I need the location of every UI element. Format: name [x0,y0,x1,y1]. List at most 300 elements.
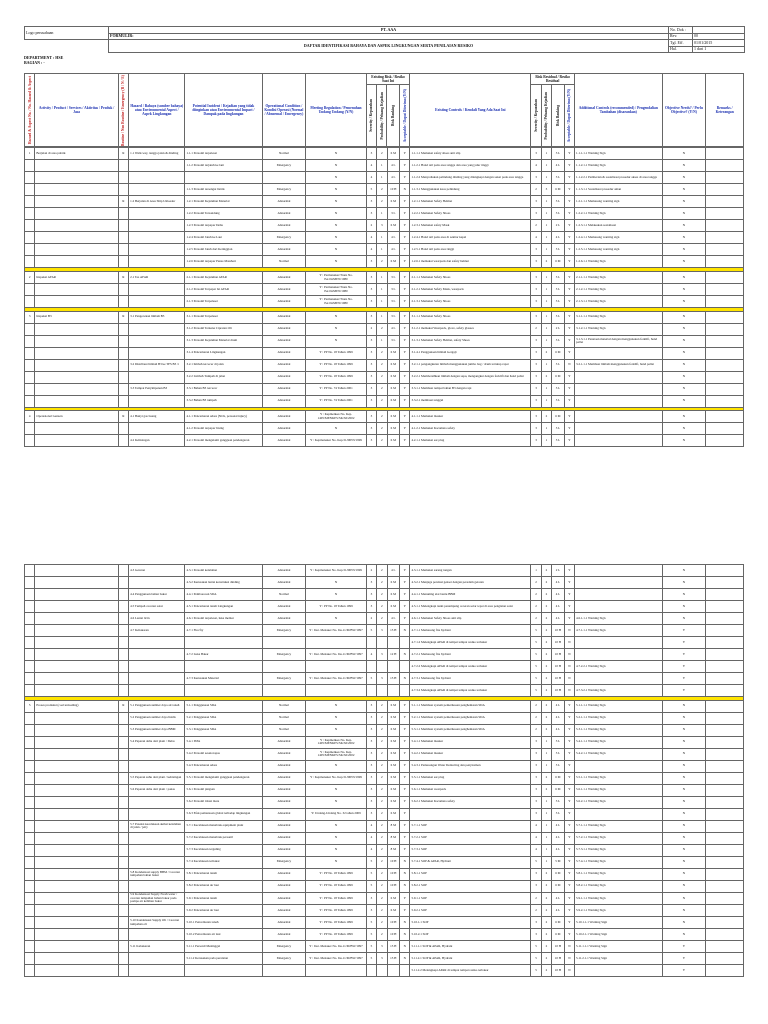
cell-acceptable: N [400,184,410,196]
cell-incident: 5.6.1 Personil pingsan [185,784,262,796]
cell-risk-ranking: 3 L [387,335,400,347]
cell-acceptable: Y [400,748,410,760]
cell-existing-control: 1.1.2.1 Hand rail pada area tangga dan area yang jalur tinggi [410,160,531,172]
cell-additional-control: 4.6.1.1.1 Warning Sign [575,613,663,625]
cell-severity: 5 [366,673,376,685]
cell-probability-residual: 2 [541,577,551,589]
cell-existing-control: 5.11.2.2 Melengkapi APAR di tempat tempat resiko terbakar [410,965,531,977]
cell-severity: 5 [366,917,376,929]
cell-risk-ranking-residual: 4 L [552,589,565,601]
cell-operational: Abnormal [262,311,306,323]
cell-probability: 1 [377,311,387,323]
cell-probability-residual: 2 [541,953,551,965]
cell-hazard: 4.7 Kebakaran [129,625,185,637]
cell-routine [118,748,128,760]
cell-acceptable-residual: Y [564,613,574,625]
cell-risk-ranking: 6 M [387,359,400,371]
cell-acceptable-residual: Y [564,760,574,772]
cell-remarks [706,724,744,736]
cell-severity: 3 [366,808,376,820]
cell-operational [262,172,306,184]
col-risk-ranking-residual-label: Risk Ranking [555,104,560,127]
cell-remarks [706,577,744,589]
cell-risk-ranking-residual: 3 L [552,284,565,296]
company-name: PT. AAA [109,27,669,34]
cell-operational: Abnormal [262,832,306,844]
cell-no [25,637,35,649]
cell-additional-control [575,589,663,601]
cell-acceptable: Y [400,844,410,856]
cell-acceptable [400,965,410,977]
cell-severity-residual: 3 [531,172,541,184]
cell-regulation: Y : Kepmenkes No. Kep. 1405/MENKES/SK/XI/2002 [306,748,366,760]
table-row [25,435,744,447]
cell-regulation: N [306,311,366,323]
cell-activity [35,208,118,220]
cell-objective: N [662,613,706,625]
cell-no: 5 [25,700,35,712]
cell-risk-ranking: 6 M [387,411,400,423]
cell-activity [35,820,118,832]
meta-label: Rev. [669,33,693,40]
cell-severity-residual: 3 [531,371,541,383]
cell-additional-control: 3.2.1.1.1 Membuat limbah menggunakan forklift, hand pallet [575,359,663,371]
cell-additional-control: 5.8.1.1.1 Warning Sign [575,868,663,880]
cell-probability-residual: 1 [541,820,551,832]
cell-risk-ranking-residual: 3 L [552,383,565,395]
cell-incident: 4.7.3 Kerusakan Material [185,673,262,685]
cell-regulation: N [306,232,366,244]
cell-risk-ranking: 6 M [387,371,400,383]
cell-acceptable: Y [400,423,410,435]
cell-no [25,724,35,736]
cell-hazard [129,220,185,232]
cell-regulation: N [306,196,366,208]
table-row [25,601,744,613]
cell-acceptable: Y [400,284,410,296]
cell-hazard [129,661,185,673]
cell-existing-control: 5.4.3.1 Pemasangan Water Deducting dan penyiraman [410,760,531,772]
cell-existing-control: 4.3.1.1 Memakai sarung tangan [410,565,531,577]
cell-risk-ranking: 8 M [387,832,400,844]
cell-no [25,712,35,724]
cell-risk-ranking-residual: 10 H [552,625,565,637]
cell-activity [35,856,118,868]
cell-incident: 3.2.1 limbah tercecer di jalan [185,359,262,371]
cell-regulation [306,661,366,673]
cell-routine [118,784,128,796]
cell-probability-residual: 1 [541,244,551,256]
cell-risk-ranking: 6 M [387,892,400,905]
cell-remarks [706,685,744,697]
cell-hazard: 4.2 Kebisingan [129,435,185,447]
cell-probability: 3 [377,649,387,661]
cell-probability: 2 [377,700,387,712]
cell-severity-residual: 3 [531,296,541,308]
cell-risk-ranking-residual: 10 H [552,637,565,649]
cell-activity [35,565,118,577]
cell-objective: N [662,868,706,880]
cell-probability-residual: 1 [541,220,551,232]
cell-risk-ranking: 6 M [387,724,400,736]
cell-regulation: N [306,160,366,172]
cell-severity-residual: 4 [531,160,541,172]
cell-existing-control: 4.7.1.2 Melengkapi APAR di tempat tempat resiko terbakar [410,637,531,649]
cell-existing-control: 5.10.1.1 SOP [410,917,531,929]
cell-objective: N [662,220,706,232]
cell-no [25,601,35,613]
cell-existing-control: 5.11.1.1 SOP & APAR, Hydrant [410,941,531,953]
cell-acceptable-residual: Y [564,844,574,856]
cell-severity-residual: 5 [531,673,541,685]
cell-regulation: Y : PP No. 74 Tahun 2001 [306,383,366,395]
cell-routine [118,371,128,383]
cell-probability-residual: 1 [541,335,551,347]
cell-probability: 2 [377,724,387,736]
cell-activity [35,284,118,296]
cell-remarks [706,784,744,796]
cell-acceptable: N [400,880,410,892]
cell-routine [118,844,128,856]
cell-probability: 3 [377,625,387,637]
cell-no [25,383,35,395]
cell-probability: 1 [377,160,387,172]
cell-hazard [129,844,185,856]
cell-probability-residual: 2 [541,589,551,601]
cell-regulation [306,685,366,697]
cell-activity [35,625,118,637]
cell-objective: N [662,359,706,371]
cell-severity-residual: 2 [531,601,541,613]
cell-incident: 5.7.1 Kecelakaan menabrak equipment plant [185,820,262,832]
col-probability-label: Probability / Peluang Kejadian [379,91,384,140]
cell-acceptable: Y [400,832,410,844]
cell-regulation: N [306,760,366,772]
cell-activity [35,736,118,748]
cell-operational: Abnormal [262,796,306,808]
cell-no [25,625,35,637]
cell-no [25,395,35,407]
cell-operational: Abnormal [262,220,306,232]
cell-probability-residual: 2 [541,941,551,953]
cell-remarks [706,184,744,196]
cell-operational: Emergency [262,953,306,965]
cell-additional-control: 3.1.3.1.1 Penataan material dengan menggunakan forklift, hand pallet [575,335,663,347]
cell-hazard [129,423,185,435]
cell-objective: N [662,929,706,941]
cell-objective: N [662,760,706,772]
table-row [25,296,744,308]
cell-probability: 2 [377,256,387,268]
cell-remarks [706,625,744,637]
cell-severity: 3 [366,256,376,268]
cell-severity-residual: 3 [531,748,541,760]
cell-operational: Abnormal [262,892,306,905]
cell-probability-residual: 1 [541,359,551,371]
cell-probability-residual: 2 [541,868,551,880]
col-remarks: Remarks / Keterangan [706,74,744,147]
cell-risk-ranking: 6 M [387,196,400,208]
cell-incident: 2.1.3 Personil Terpeleset [185,296,262,308]
cell-severity-residual: 4 [531,232,541,244]
cell-routine [118,625,128,637]
cell-regulation: N [306,423,366,435]
cell-risk-ranking-residual: 3 L [552,423,565,435]
cell-hazard [129,296,185,308]
cell-acceptable-residual: Y [564,772,574,784]
cell-probability: 2 [377,917,387,929]
cell-existing-control: 1.2.2.1 Memakai Safety Shoes [410,208,531,220]
cell-no [25,172,35,184]
cell-risk-ranking: 6 M [387,435,400,447]
cell-risk-ranking: 15 H [387,953,400,965]
cell-acceptable: Y [400,613,410,625]
cell-additional-control: 5.9.1.1.1 Warning Sign [575,892,663,905]
cell-activity [35,760,118,772]
table-row [25,208,744,220]
cell-no [25,965,35,977]
cell-routine [118,724,128,736]
cell-existing-control: 4.3.2.1 Menjaga pondasi genset dengan peredam getaran [410,577,531,589]
meta-label: No. Dok : [669,27,693,34]
cell-severity: 5 [366,625,376,637]
cell-incident: 1.1.1 Personil terpeleset [185,148,262,160]
cell-acceptable-residual: Y [564,160,574,172]
cell-acceptable: Y [400,311,410,323]
cell-additional-control: 1.2.1.1.1 Memasang warning sign [575,196,663,208]
cell-existing-control: 4.7.2.2 Melengkapi APAR di tempat tempat resiko terbakar [410,661,531,673]
cell-acceptable: Y [400,256,410,268]
cell-hazard [129,577,185,589]
cell-existing-control: 2.1.3.1 Memakai Safety Shoes [410,296,531,308]
cell-severity-residual: 3 [531,929,541,941]
cell-probability-residual: 2 [541,892,551,905]
col-risk-ranking-residual [552,84,565,147]
cell-routine [118,577,128,589]
cell-hazard: 5.3 Penggunaan sumber daya BBM [129,724,185,736]
cell-incident: 1.1.2 Personil terjatuh ke lant [185,160,262,172]
cell-no [25,820,35,832]
cell-hazard [129,371,185,383]
cell-incident: 5.11.2 Kerusakan pada peralatan [185,953,262,965]
cell-operational: Abnormal [262,272,306,284]
cell-acceptable-residual: Y [564,232,574,244]
cell-severity-residual: 1 [531,565,541,577]
meta-value: 00 [693,33,745,40]
cell-probability: 2 [377,589,387,601]
cell-hazard [129,796,185,808]
cell-remarks [706,208,744,220]
cell-risk-ranking: 6 M [387,760,400,772]
cell-additional-control [575,395,663,407]
cell-risk-ranking: 6 M [387,748,400,760]
cell-operational: Normal [262,589,306,601]
cell-objective: N [662,784,706,796]
cell-routine: R [118,311,128,323]
cell-operational: Abnormal [262,820,306,832]
cell-objective: N [662,601,706,613]
col-severity-residual-label: Severity / Keparahan [533,99,538,132]
cell-activity [35,589,118,601]
cell-routine: R [118,148,128,160]
cell-risk-ranking: 6 M [387,383,400,395]
cell-risk-ranking-residual: 10 H [552,673,565,685]
cell-objective: Y [662,673,706,685]
col-hazard: Hazard / Bahaya (sumber bahaya) atau Environmental Aspect / Aspek Lingkungan [129,74,185,147]
cell-no [25,435,35,447]
cell-no [25,844,35,856]
cell-routine [118,637,128,649]
cell-hazard: 3.2 Distribusi limbah B3 ke TPS B3 /t [129,359,185,371]
cell-additional-control: 5.9.2.1.1 Warning Sign [575,905,663,917]
col-incident: Potential Incident / Kejadian yang tidak diinginkan atau Environmental Impact / Dampak pada lingkungan [185,74,262,147]
cell-activity [35,637,118,649]
cell-objective: N [662,311,706,323]
cell-incident [185,685,262,697]
cell-probability-residual: 1 [541,172,551,184]
cell-no [25,423,35,435]
cell-operational: Abnormal [262,383,306,395]
cell-additional-control [575,673,663,685]
cell-acceptable-residual: Y [564,820,574,832]
cell-probability-residual: 2 [541,712,551,724]
cell-objective: N [662,892,706,905]
cell-probability [377,685,387,697]
cell-acceptable: N [400,941,410,953]
table-row [25,736,744,748]
cell-existing-control: 4.7.1.1 Memasang fire hydrant [410,625,531,637]
cell-severity-residual: 3 [531,772,541,784]
cell-probability-residual: 1 [541,272,551,284]
cell-hazard: 3.3 Tempat Penyimpanan B3 [129,383,185,395]
cell-risk-ranking: 10 H [387,868,400,880]
cell-remarks [706,796,744,808]
cell-probability: 2 [377,395,387,407]
cell-activity [35,220,118,232]
cell-probability-residual: 1 [541,148,551,160]
cell-risk-ranking: 6 M [387,796,400,808]
cell-routine [118,673,128,685]
cell-risk-ranking-residual: 3 L [552,796,565,808]
cell-regulation: Y : Permenaker/Trans No. Per.04/MEN/1980 [306,272,366,284]
cell-probability-residual: 1 [541,832,551,844]
cell-probability: 2 [377,808,387,820]
cell-probability: 2 [377,577,387,589]
cell-remarks [706,220,744,232]
cell-incident: 5.10.2 Pencemaran air laut [185,929,262,941]
cell-existing-control: 5.9.1.1 SOP [410,892,531,905]
cell-hazard [129,673,185,685]
cell-remarks [706,637,744,649]
col-acceptable-residual-label: Acceptable / Dapat Diterima (Y/N) [567,88,572,143]
cell-additional-control: 5.8.2.1.1 Warning Sign [575,880,663,892]
cell-acceptable: N [400,929,410,941]
cell-no [25,232,35,244]
cell-risk-ranking-residual: 6 M [552,371,565,383]
cell-severity-residual: 3 [531,868,541,880]
cell-no [25,868,35,880]
table-row [25,565,744,577]
form-header [24,26,745,53]
cell-existing-control: 5.7.4.1 SOP & APAR, Hydrant [410,856,531,868]
cell-existing-control: 4.7.3.1 Memasang fire hydrant [410,673,531,685]
cell-probability-residual: 2 [541,661,551,673]
cell-regulation: Y : Inst. Menaker No. Ins.11/M/BW/1997 [306,941,366,953]
cell-activity [35,335,118,347]
col-severity-residual [531,84,541,147]
cell-risk-ranking-residual: 10 H [552,941,565,953]
cell-incident: 3.1.4 Pencemaran Lingkungan [185,347,262,359]
cell-probability-residual: 2 [541,411,551,423]
cell-severity-residual: 2 [531,613,541,625]
cell-severity-residual: 3 [531,784,541,796]
cell-hazard: 5.8 Kondensasi supply BBM / Ceceran tumpahan bahan bakar [129,868,185,880]
cell-existing-control: 1.1.1.1 Memakai safety shoes anti slip [410,148,531,160]
cell-routine [118,244,128,256]
cell-objective: N [662,808,706,820]
meta-value [693,27,745,34]
cell-existing-control: 4.1.2.1 Memakai Kacamata safety [410,423,531,435]
cell-remarks [706,917,744,929]
cell-objective: N [662,856,706,868]
cell-no [25,748,35,760]
cell-remarks [706,244,744,256]
cell-acceptable: N [400,625,410,637]
cell-acceptable: Y [400,892,410,905]
cell-acceptable: Y [400,272,410,284]
cell-regulation: Y : Permenaker/Trans No. Per.04/MEN/1980 [306,284,366,296]
cell-existing-control: 3.1.4.1 Penggunaan limbah Gergaji [410,347,531,359]
cell-risk-ranking: 8 M [387,844,400,856]
cell-no [25,649,35,661]
cell-additional-control: 5.4.2.1.1 Warning Sign [575,748,663,760]
cell-incident: 5.9.2 Pencemaran air laut [185,905,262,917]
cell-acceptable-residual: Y [564,868,574,880]
cell-hazard [129,160,185,172]
cell-acceptable-residual: N [564,637,574,649]
cell-activity [35,395,118,407]
cell-probability: 2 [377,601,387,613]
cell-incident: 4.3.1 Personil kelelahan [185,565,262,577]
cell-objective: N [662,820,706,832]
cell-severity-residual: 5 [531,661,541,673]
cell-operational: Abnormal [262,613,306,625]
cell-regulation: Y : PP No. 18 Tahun 1999 [306,371,366,383]
cell-probability: 1 [377,272,387,284]
cell-risk-ranking-residual: 6 M [552,880,565,892]
cell-routine [118,685,128,697]
cell-risk-ranking-residual: 10 H [552,649,565,661]
cell-routine [118,965,128,977]
cell-operational: Abnormal [262,411,306,423]
cell-objective: Y [662,625,706,637]
cell-remarks [706,172,744,184]
cell-no [25,808,35,820]
cell-acceptable: Y [400,359,410,371]
cell-incident: 1.2.5 Personil Jatuh dari Ketinggian [185,244,262,256]
cell-additional-control [575,435,663,447]
table-row [25,712,744,724]
cell-activity: Operasional Gensets [35,411,118,423]
cell-risk-ranking: 6 M [387,347,400,359]
cell-additional-control: 1.1.1.1.1 Warning Sign [575,148,663,160]
cell-severity-residual: 4 [531,820,541,832]
cell-acceptable-residual: Y [564,565,574,577]
cell-acceptable-residual: Y [564,323,574,335]
cell-incident: 5.9.1 Pencemaran tanah [185,892,262,905]
cell-remarks [706,335,744,347]
cell-acceptable: Y [400,772,410,784]
